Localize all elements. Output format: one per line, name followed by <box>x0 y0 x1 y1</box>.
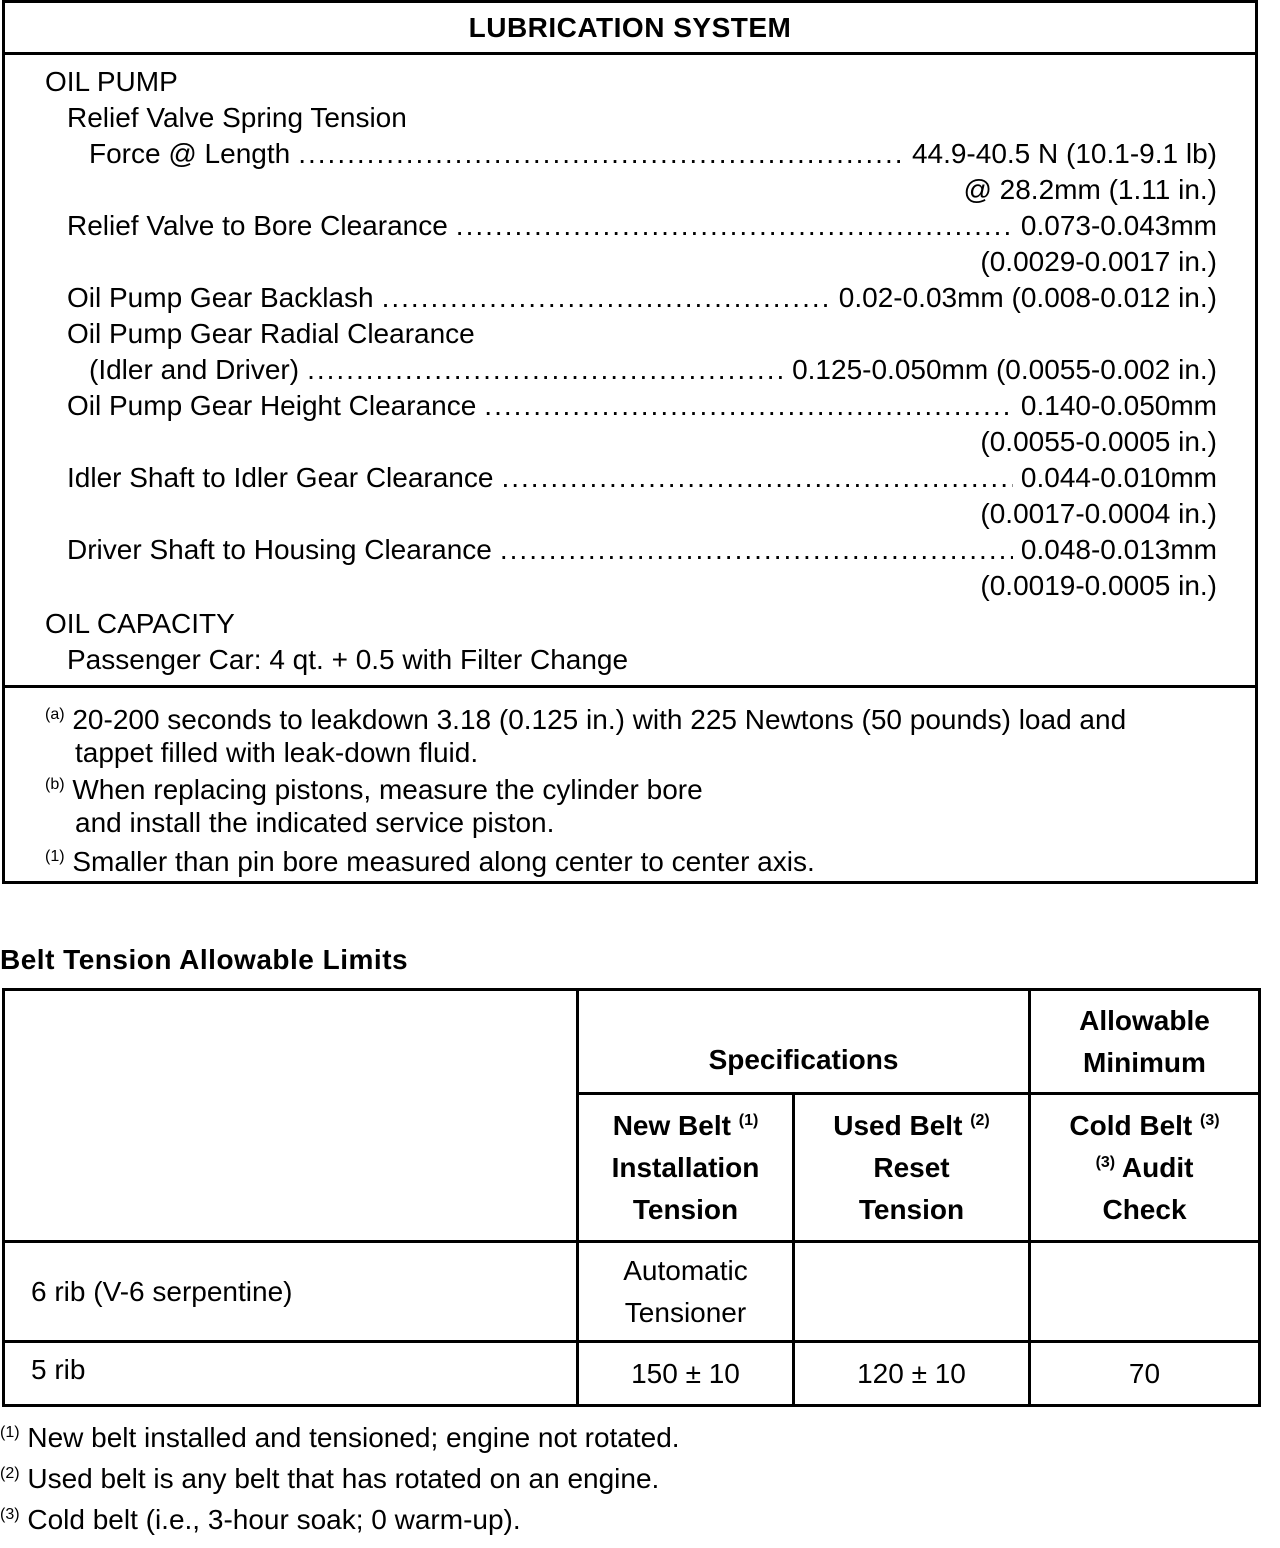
lubrication-title: LUBRICATION SYSTEM <box>5 3 1255 55</box>
leader-dots <box>456 208 1013 244</box>
header-line: Tension <box>632 1193 739 1225</box>
note-mark: (a) <box>45 706 65 723</box>
belt-tension-heading: Belt Tension Allowable Limits <box>0 944 409 975</box>
lubrication-system-box <box>2 0 1258 884</box>
spec-value: 0.02-0.03mm (0.008-0.012 in.) <box>838 282 1217 313</box>
spec-value: 0.048-0.013mm <box>1020 534 1217 565</box>
leader-dots <box>500 532 1013 568</box>
row-used-belt <box>794 1242 1030 1342</box>
note-1 <box>45 845 815 879</box>
footnote-mark: (1) <box>0 1424 20 1441</box>
leader-dots <box>501 460 1012 496</box>
header-new-belt <box>578 1094 794 1242</box>
row-label: 6 rib (V-6 serpentine) <box>4 1242 578 1342</box>
belt-footnote <box>0 1500 521 1540</box>
oil-capacity-heading: OIL CAPACITY <box>45 608 235 639</box>
spec-force-length <box>89 136 1217 172</box>
note-b <box>45 773 703 807</box>
spec-value-continued: (0.0019-0.0005 in.) <box>980 570 1217 601</box>
footnote-mark: (3) <box>1200 1111 1220 1129</box>
header-used-belt <box>794 1094 1030 1242</box>
header-specifications: Specifications <box>578 990 1030 1094</box>
note-a-continued: tappet filled with leak-down fluid. <box>75 737 479 768</box>
row-new-belt: 150 ± 10 <box>578 1342 794 1406</box>
belt-tension-table <box>2 988 1261 1407</box>
spec-gear-backlash <box>67 280 1217 316</box>
spec-value: 0.140-0.050mm <box>1020 390 1217 421</box>
leader-dots <box>307 352 784 388</box>
spec-value-continued: (0.0017-0.0004 in.) <box>980 498 1217 529</box>
spec-value-continued: @ 28.2mm (1.11 in.) <box>963 174 1217 205</box>
row-used-belt: 120 ± 10 <box>794 1342 1030 1406</box>
header-blank-cell <box>4 990 578 1242</box>
spec-label: Relief Valve to Bore Clearance <box>67 210 448 241</box>
header-line: Minimum <box>1083 1046 1206 1078</box>
table-row <box>4 1342 1260 1406</box>
header-allowable-minimum <box>1030 990 1260 1094</box>
oil-pump-heading: OIL PUMP <box>45 66 178 97</box>
row-cold-belt: 70 <box>1030 1342 1260 1406</box>
header-line <box>1031 1105 1258 1147</box>
spec-relief-bore <box>67 208 1217 244</box>
leader-dots <box>484 388 1013 424</box>
header-text: Cold Belt <box>1069 1109 1193 1141</box>
row-label: 5 rib <box>4 1342 578 1406</box>
header-line: Check <box>1102 1193 1187 1225</box>
header-line <box>1031 1147 1258 1189</box>
header-line <box>579 1105 792 1147</box>
spec-idler-clearance <box>67 460 1217 496</box>
spec-value: 0.073-0.043mm <box>1020 210 1217 241</box>
header-line: Installation <box>611 1151 760 1183</box>
table-header-row <box>4 990 1260 1094</box>
footnote-text: Used belt is any belt that has rotated on an engine. <box>27 1463 660 1494</box>
cell-line: Automatic <box>623 1254 748 1286</box>
note-mark: (b) <box>45 776 65 793</box>
row-cold-belt <box>1030 1242 1260 1342</box>
footnote-mark: (3) <box>1095 1153 1116 1171</box>
footnote-text: Cold belt (i.e., 3-hour soak; 0 warm-up). <box>27 1504 521 1535</box>
header-cold-belt <box>1030 1094 1260 1242</box>
spec-label: Oil Pump Gear Backlash <box>67 282 374 313</box>
spec-value-continued: (0.0029-0.0017 in.) <box>980 246 1217 277</box>
oil-capacity-text: Passenger Car: 4 qt. + 0.5 with Filter Change <box>67 644 629 675</box>
spec-value-continued: (0.0055-0.0005 in.) <box>980 426 1217 457</box>
cell-line: Tensioner <box>624 1296 747 1328</box>
header-line <box>795 1105 1028 1147</box>
header-text: Audit <box>1121 1151 1194 1183</box>
spec-value: 0.125-0.050mm (0.0055-0.002 in.) <box>792 354 1217 385</box>
spec-value: 0.044-0.010mm <box>1020 462 1217 493</box>
footnote-mark: (2) <box>970 1111 990 1129</box>
footnote-mark: (1) <box>738 1111 759 1129</box>
note-text: 20-200 seconds to leakdown 3.18 (0.125 in.) with 225 Newtons (50 pounds) load and <box>72 704 1127 735</box>
footnote-text: New belt installed and tensioned; engine not rotated. <box>27 1422 680 1453</box>
note-mark: (1) <box>45 848 65 865</box>
relief-spring-heading: Relief Valve Spring Tension <box>67 102 407 133</box>
footnote-mark: (2) <box>0 1465 20 1482</box>
spec-height-clearance <box>67 388 1217 424</box>
header-line: Allowable <box>1079 1004 1210 1036</box>
table-row <box>4 1242 1260 1342</box>
radial-clearance-heading: Oil Pump Gear Radial Clearance <box>67 318 475 349</box>
spec-label: Idler Shaft to Idler Gear Clearance <box>67 462 494 493</box>
belt-footnote <box>0 1459 659 1499</box>
leader-dots <box>298 136 904 172</box>
header-line: Tension <box>858 1193 965 1225</box>
belt-footnote <box>0 1418 680 1458</box>
note-b-continued: and install the indicated service piston. <box>75 807 555 838</box>
spec-driver-clearance <box>67 532 1217 568</box>
spec-label: (Idler and Driver) <box>89 354 300 385</box>
header-text: New Belt <box>612 1109 731 1141</box>
spec-label: Oil Pump Gear Height Clearance <box>67 390 477 421</box>
spec-value: 44.9-40.5 N (10.1-9.1 lb) <box>911 138 1217 169</box>
spec-label: Driver Shaft to Housing Clearance <box>67 534 492 565</box>
footnote-mark: (3) <box>0 1506 20 1523</box>
leader-dots <box>382 280 831 316</box>
row-new-belt <box>578 1242 794 1342</box>
spec-label: Force @ Length <box>89 138 291 169</box>
note-text: When replacing pistons, measure the cylinder bore <box>72 774 703 805</box>
header-text: Used Belt <box>833 1109 963 1141</box>
header-line: Reset <box>873 1151 950 1183</box>
note-a <box>45 703 1217 737</box>
lubrication-specs <box>5 55 1255 688</box>
note-text: Smaller than pin bore measured along center to center axis. <box>72 846 815 877</box>
spec-radial-clearance <box>89 352 1217 388</box>
